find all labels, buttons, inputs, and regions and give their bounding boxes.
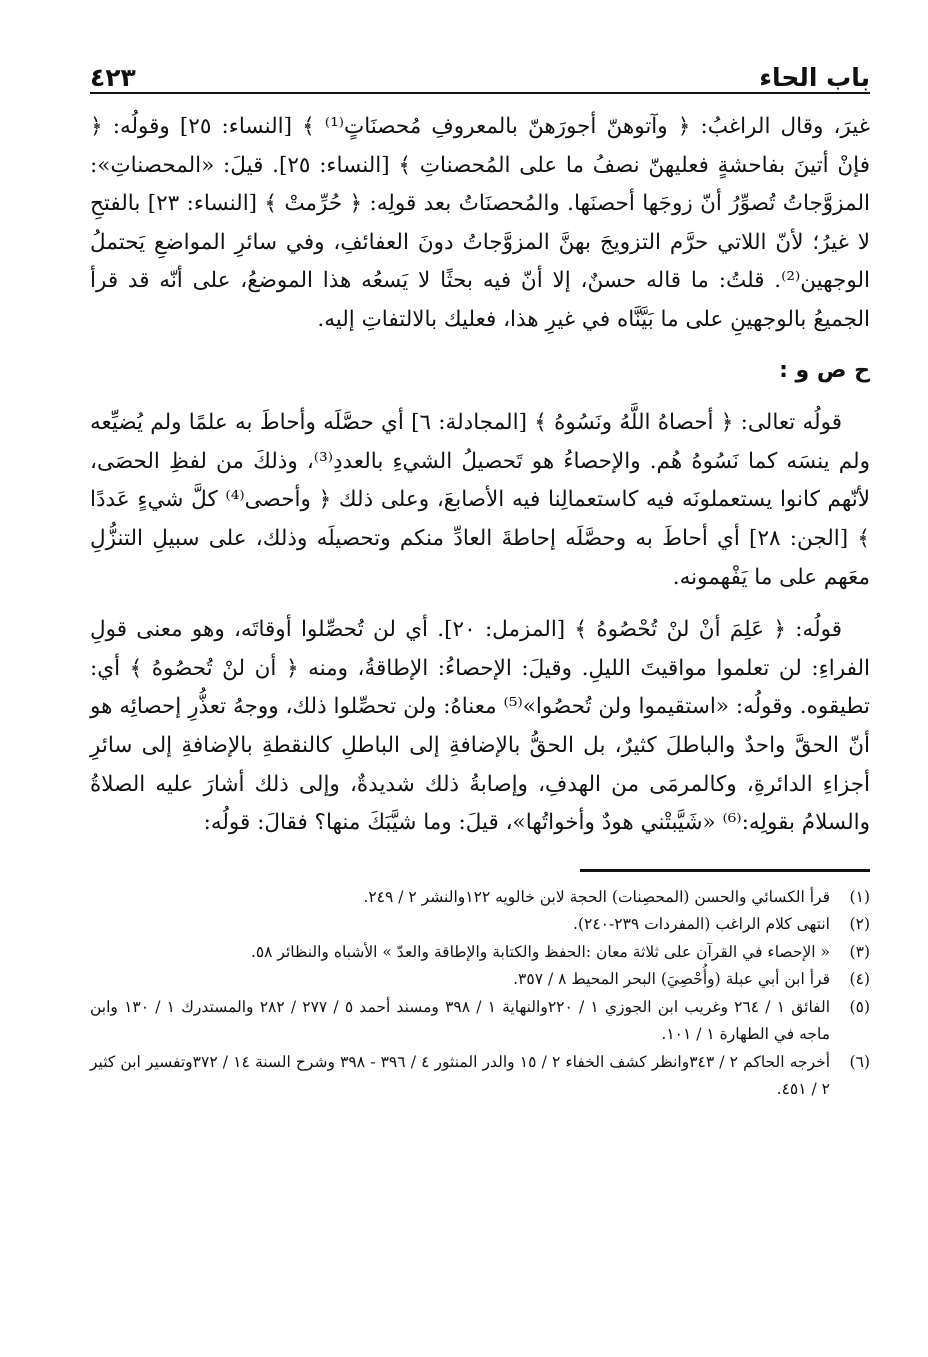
footnote-text: الفائق ١ / ٢٦٤ وغريب ابن الجوزي ١ / ٢٢٠والنهاية ١ / ٣٩٨ ومسند أحمد ٥ / ٢٧٧ / ٢٨٢ والمستدرك ١ / ١٣٠ وابن ماجه في الطهارة ١ / ١٠١. — [90, 997, 831, 1044]
footnote — [90, 939, 870, 967]
footnote-number: (٣) — [849, 942, 870, 961]
paragraph-intro: غيرَ، وقال الراغبُ: ﴿ وآتوهنّ أجورَهنّ بالمعروفِ مُحصنَاتٍ⁽¹⁾ ﴾ [النساء: ٢٥] وقولُه: ﴿ فإنْ أتينَ بفاحشةٍ فعليهنّ نصفُ ما على المُحصناتِ ﴾ [النساء: ٢٥]. قيلَ: «المحصناتِ»: المزوَّجاتُ تُصوِّرُ أنّ زوجَها أحصنَها. والمُحصنَاتُ بعد قولِه: ﴿ حُرِّمتْ ﴾ [النساء: ٢٣] بالفتحِ لا غيرُ؛ لأنّ اللاتي حرَّم التزويجَ بهنَّ المزوَّجاتُ دونَ العفائفِ، وفي سائرِ المواضعِ يَحتملُ الوجهين⁽²⁾. قلتُ: ما قاله حسنٌ، إلا أنّ فيه بحثًا لا يَسعُه هذا الموضعُ، على أنّه قد قرأ الجميعُ بالوجهينِ على ما بَيَّنَّاه في غيرِ هذا، فعليك بالالتفاتِ إليه. — [90, 114, 871, 332]
paragraph-2: قولُه: ﴿ عَلِمَ أنْ لنْ تُحْصُوهُ ﴾ [المزمل: ٢٠]. أي لن تُحصِّلوا أوقاتَه، وهو معنى قولِ الفراءِ: لن تعلموا مواقيتَ الليلِ. وقيلَ: الإحصاءُ: الإطاقةُ، ومنه ﴿ أن لنْ تُحصُوهُ ﴾ أي: تطيقوه. وقولُه: «استقيموا ولن تُحصُوا»⁽⁵⁾ معناهُ: ولن تحصِّلوا ذلك، ووجهُ تعذُّرِ إحصائِه هو أنّ الحقَّ واحدٌ والباطلَ كثيرٌ، بل الحقُّ بالإضافةِ إلى الباطلِ كالنقطةِ بالإضافةِ إلى سائرِ أجزاءِ الدائرةِ، وكالمرمَى من الهدفِ، وإصابةُ ذلك شديدةٌ، وإلى ذلك أشارَ عليه الصلاةُ والسلامُ بقولِه:⁽⁶⁾ «شَيَّبتْني هودٌ وأخواتُها»، قيلَ: وما شيَّبَكَ منها؟ فقالَ: قولُه: — [90, 617, 870, 836]
page-header — [90, 52, 870, 94]
footnote — [90, 966, 870, 994]
footnote-separator — [580, 869, 870, 872]
paragraph-1: قولُه تعالى: ﴿ أحصاهُ اللَّهُ ونَسُوهُ ﴾ [المجادلة: ٦] أي حصَّلَه وأحاطَ به علمًا ولم يُضيِّعه ولم ينسَه كما نَسُوهُ هُم. والإحصاءُ هو تَحصيلُ الشيءِ بالعددِ⁽³⁾، وذلكَ من لفظِ الحصَى، لأنّهم كانوا يستعملونَه فيه كاستعمالِنا فيه الأصابعَ، وعلى ذلك ﴿ وأحصى⁽⁴⁾ كلَّ شيءٍ عَددًا ﴾ [الجن: ٢٨] أي أحاطَ به وحصَّلَه إحاطةَ العادِّ منكم وتحصيلَه وذلك، على سبيلِ التنزُّلِ معَهم على ما يَفْهمونه. — [90, 410, 870, 590]
section-heading: ح ص و : — [779, 357, 870, 383]
footnote-number: (٥) — [849, 997, 870, 1016]
running-title: باب الحاء — [759, 63, 870, 92]
footnote-text: أخرجه الحاكم ٢ / ٣٤٣وانظر كشف الخفاء ٢ / ١٥ والدر المنثور ٤ / ٣٩٦ - ٣٩٨ وشرح السنة ١٤ / ٣٧٢وتفسير ابن كثير ٢ / ٤٥١. — [90, 1052, 831, 1099]
footnote — [90, 994, 870, 1049]
footnote-number: (٤) — [849, 970, 870, 989]
main-text — [90, 108, 870, 843]
footnotes — [90, 884, 870, 1104]
footnote-number: (٦) — [849, 1052, 870, 1071]
footnote — [90, 1049, 870, 1104]
footnote-text: قرأ ابن أبي عبلة (وأُحْصِيَ) البحر المحيط ٨ / ٣٥٧. — [513, 970, 830, 989]
footnote-text: « الإحصاء في القرآن على ثلاثة معان :الحفظ والكتابة والإطاقة والعدّ » الأشباه والنظائر ٥٨. — [250, 942, 830, 961]
footnote — [90, 911, 870, 939]
footnote-number: (٢) — [849, 915, 870, 934]
book-page — [90, 52, 870, 1104]
footnote-text: قرأ الكسائي والحسن (المحصِنات) الحجة لابن خالويه ١٢٢والنشر ٢ / ٢٤٩. — [363, 887, 830, 906]
footnote — [90, 884, 870, 912]
page-number: ٤٢٣ — [90, 63, 136, 92]
footnote-number: (١) — [849, 887, 870, 906]
footnote-text: انتهى كلام الراغب (المفردات ٢٣٩-٢٤٠). — [573, 915, 830, 934]
footnote-separator-wrap — [90, 869, 870, 872]
